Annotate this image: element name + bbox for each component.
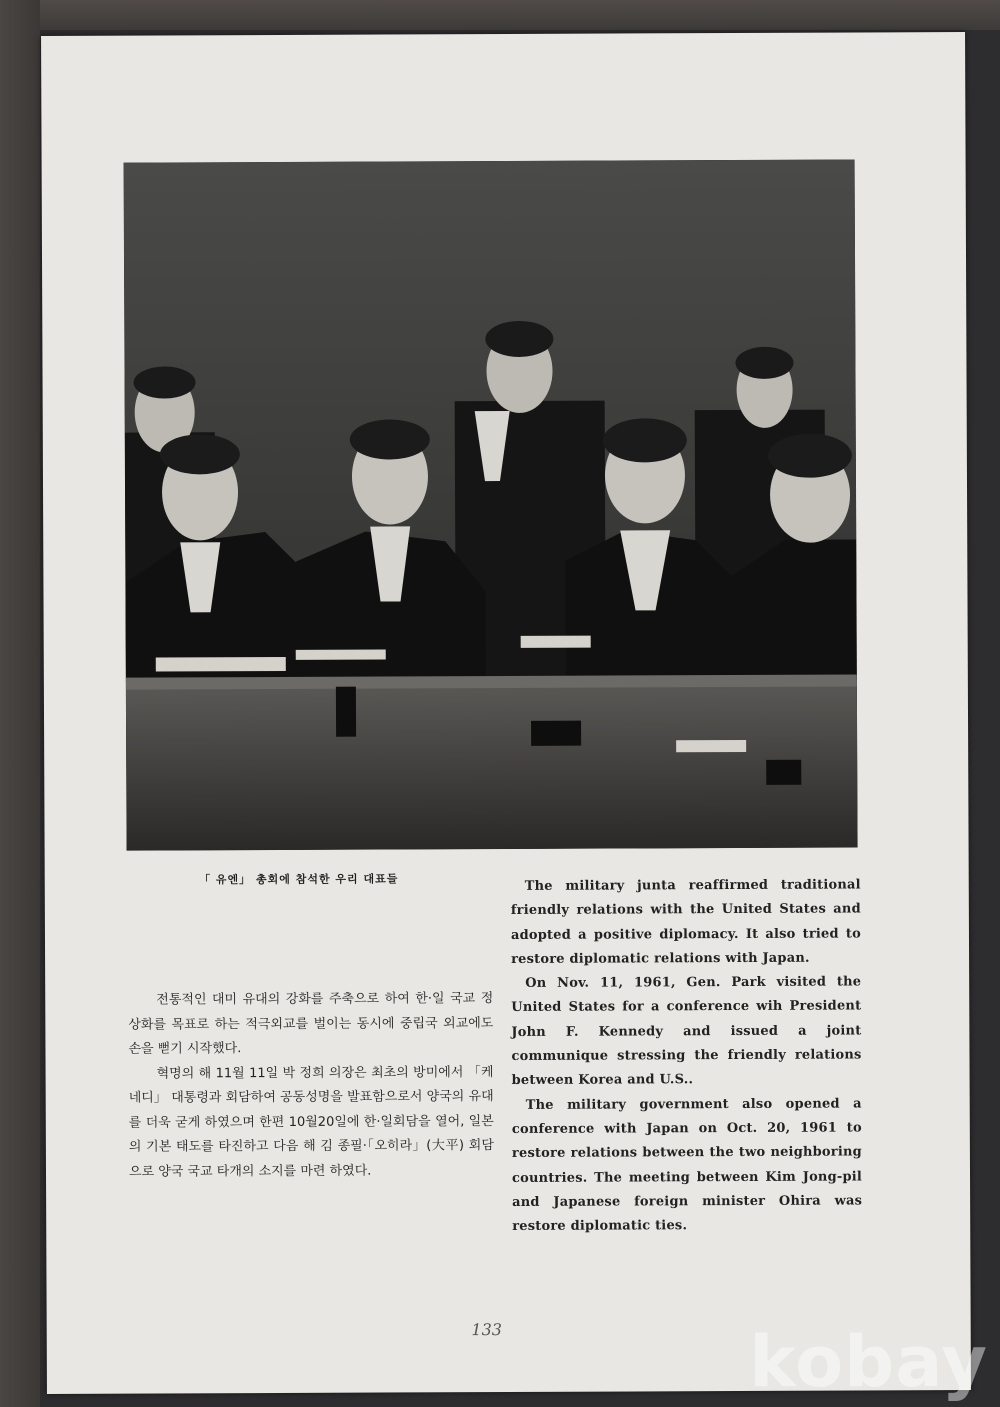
page-number: 133: [471, 1320, 502, 1340]
english-text-column: [511, 873, 863, 1239]
korean-paragraph: 전통적인 대미 유대의 강화를 주축으로 하여 한·일 국교 정상화를 목표로 하는 적극외교를 벌이는 동시에 중립국 외교에도 손을 뻗기 시작했다.: [128, 991, 494, 1057]
delegates-photo-illustration: [124, 159, 858, 850]
background-top: [0, 0, 1000, 30]
photo-caption: 「 유엔」 총회에 참석한 우리 대표들: [199, 872, 399, 887]
watermark-logo: kobay: [749, 1321, 988, 1403]
english-paragraph: On Nov. 11, 1961, Gen. Park visited the United States for a conference wih President John F. Kennedy and issued a joint communique stressing the friendly relations between Korea and U.S..: [511, 974, 862, 1089]
document-page: [41, 32, 971, 1394]
background-left: [0, 0, 40, 1407]
korean-text-column: [128, 987, 494, 1185]
english-paragraph: The military government also opened a conference with Japan on Oct. 20, 1961 to restore relations between the two neighboring countries. The meeting between Kim Jong-pil and Japanese foreign minister Ohira was restore diplomatic ties.: [511, 1096, 863, 1235]
english-paragraph: The military junta reaffirmed traditional friendly relations with the United States and adopted a positive diplomacy. It also tried to restore diplomatic relations with Japan.: [510, 877, 861, 967]
delegates-photo: [124, 159, 858, 850]
korean-paragraph: 혁명의 해 11월 11일 박 정희 의장은 최초의 방미에서 「케네디」 대통령과 회담하여 공동성명을 발표함으로서 양국의 유대를 더욱 굳게 하였으며 한편 10월20일에 한·일회담을 열어, 일본의 기본 태도를 타진하고 다음 해 김 종필·「오히라」(大平) 회담으로 양국 국교 타개의 소지를 마련 하였다.: [128, 1064, 494, 1180]
